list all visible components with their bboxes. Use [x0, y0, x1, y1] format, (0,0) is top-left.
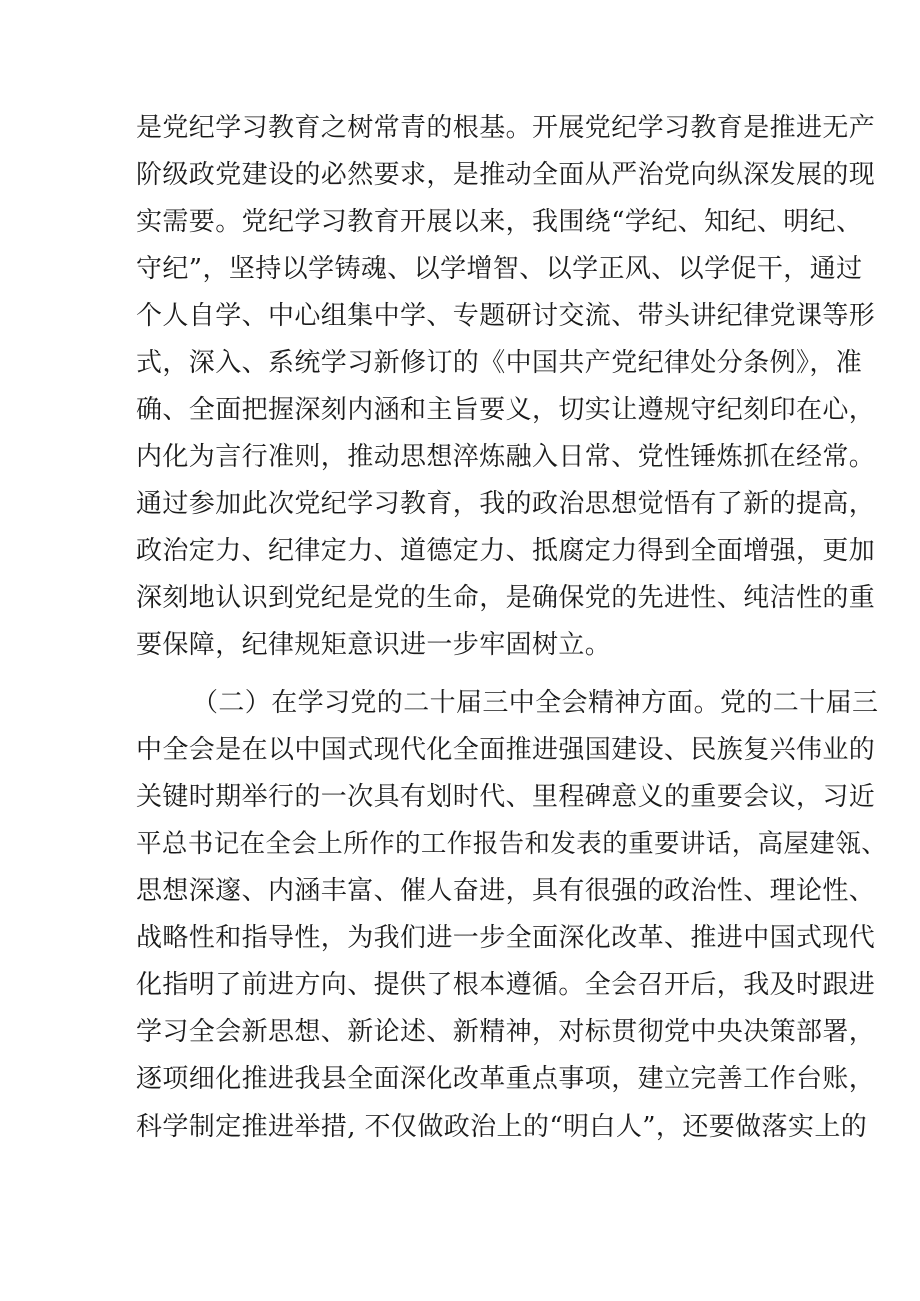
text-line: 政治定力、纪律定力、道德定力、抵腐定力得到全面增强，更加	[136, 536, 876, 566]
text-line: 思想深邃、内涵丰富、催人奋进，具有很强的政治性、理论性、	[136, 876, 876, 906]
text-line: 科学制定推进举措, 不仅做政治上的“明白人”，还要做落实上的	[136, 1112, 868, 1142]
text-line: 内化为言行准则，推动思想淬炼融入日常、党性锤炼抓在经常。	[136, 442, 876, 472]
text-line: 关键时期举行的一次具有划时代、里程碑意义的重要会议，习近	[136, 782, 876, 812]
text-line: 逐项细化推进我县全面深化改革重点事项，建立完善工作台账，	[136, 1064, 876, 1094]
text-line: 实需要。党纪学习教育开展以来，我围绕“学纪、知纪、明纪、	[136, 207, 863, 237]
text-line: 战略性和指导性，为我们进一步全面深化改革、推进中国式现代	[136, 923, 876, 953]
text-line: 化指明了前进方向、提供了根本遵循。全会召开后，我及时跟进	[136, 970, 876, 1000]
text-line: 是党纪学习教育之树常青的根基。开展党纪学习教育是推进无产	[136, 113, 876, 143]
text-line: 确、全面把握深刻内涵和主旨要义，切实让遵规守纪刻印在心，	[136, 395, 876, 425]
text-line: 学习全会新思想、新论述、新精神，对标贯彻党中央决策部署，	[136, 1017, 876, 1047]
section-heading-line: （二）在学习党的二十届三中全会精神方面。党的二十届三	[192, 688, 879, 718]
text-line: 通过参加此次党纪学习教育，我的政治思想觉悟有了新的提高，	[136, 489, 876, 519]
text-line: 阶级政党建设的必然要求，是推动全面从严治党向纵深发展的现	[136, 160, 876, 190]
text-line: 个人自学、中心组集中学、专题研讨交流、带头讲纪律党课等形	[136, 301, 876, 331]
text-line: 要保障，纪律规矩意识进一步牢固树立。	[136, 630, 612, 660]
text-line: 平总书记在全会上所作的工作报告和发表的重要讲话，高屋建瓴、	[136, 829, 888, 859]
text-line: 深刻地认识到党纪是党的生命，是确保党的先进性、纯洁性的重	[136, 583, 876, 613]
text-line: 守纪”，坚持以学铸魂、以学增智、以学正风、以学促干，通过	[136, 254, 863, 284]
text-line: 中全会是在以中国式现代化全面推进强国建设、民族复兴伟业的	[136, 735, 876, 765]
text-line: 式，深入、系统学习新修订的《中国共产党纪律处分条例》，准	[136, 348, 863, 378]
